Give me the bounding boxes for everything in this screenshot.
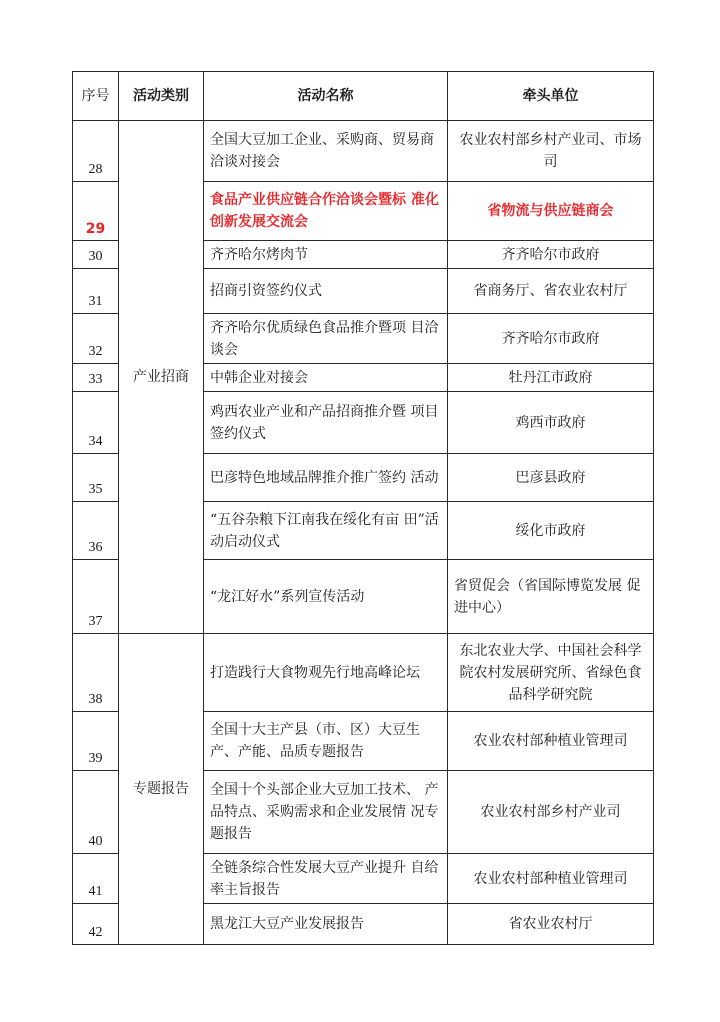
- activity-name: 齐齐哈尔烤肉节: [204, 241, 448, 269]
- row-number: 42: [73, 904, 119, 945]
- header-category: 活动类别: [119, 72, 204, 121]
- lead-org: 农业农村部乡村产业司、市场司: [448, 121, 654, 182]
- lead-org: 齐齐哈尔市政府: [448, 241, 654, 269]
- lead-org: 省物流与供应链商会: [448, 182, 654, 241]
- table-row: [73, 121, 654, 182]
- activity-name: 打造践行大食物观先行地高峰论坛: [204, 634, 448, 712]
- activity-name: 全国十大主产县（市、区）大豆生产、产能、品质专题报告: [204, 712, 448, 771]
- activity-name: “五谷杂粮下江南我在绥化有亩 田”活动启动仪式: [204, 502, 448, 560]
- activity-name: 巴彦特色地域品牌推介推广签约 活动: [204, 454, 448, 502]
- header-org: 牵头单位: [448, 72, 654, 121]
- lead-org: 农业农村部种植业管理司: [448, 712, 654, 771]
- lead-org: 省商务厅、省农业农村厅: [448, 269, 654, 314]
- lead-org: 东北农业大学、中国社会科学院农村发展研究所、省绿色食品科学研究院: [448, 634, 654, 712]
- row-number: 33: [73, 364, 119, 392]
- lead-org: 农业农村部种植业管理司: [448, 854, 654, 904]
- header-row: [73, 72, 654, 121]
- row-number: 40: [73, 771, 119, 854]
- activity-name: 鸡西农业产业和产品招商推介暨 项目签约仪式: [204, 392, 448, 454]
- row-number: 37: [73, 560, 119, 634]
- category-cell-report: 专题报告: [119, 634, 204, 945]
- header-no: 序号: [73, 72, 119, 121]
- lead-org: 农业农村部乡村产业司: [448, 771, 654, 854]
- activity-name: 全国十个头部企业大豆加工技术、 产品特点、采购需求和企业发展情 况专题报告: [204, 771, 448, 854]
- lead-org: 省农业农村厅: [448, 904, 654, 945]
- lead-org: 牡丹江市政府: [448, 364, 654, 392]
- activity-name: 招商引资签约仪式: [204, 269, 448, 314]
- row-number: 28: [73, 121, 119, 182]
- row-number: 39: [73, 712, 119, 771]
- lead-org: 巴彦县政府: [448, 454, 654, 502]
- activity-name: “龙江好水”系列宣传活动: [204, 560, 448, 634]
- activity-name: 中韩企业对接会: [204, 364, 448, 392]
- activity-name: 全链条综合性发展大豆产业提升 自给率主旨报告: [204, 854, 448, 904]
- table-row: [73, 634, 654, 712]
- row-number: 29: [73, 182, 119, 241]
- lead-org: 鸡西市政府: [448, 392, 654, 454]
- lead-org: 齐齐哈尔市政府: [448, 314, 654, 364]
- row-number: 31: [73, 269, 119, 314]
- header-name: 活动名称: [204, 72, 448, 121]
- activity-name: 食品产业供应链合作洽谈会暨标 准化创新发展交流会: [204, 182, 448, 241]
- activity-table: [72, 71, 654, 945]
- row-number: 41: [73, 854, 119, 904]
- row-number: 36: [73, 502, 119, 560]
- category-cell-industry: 产业招商: [119, 121, 204, 634]
- row-number: 35: [73, 454, 119, 502]
- lead-org: 绥化市政府: [448, 502, 654, 560]
- row-number: 38: [73, 634, 119, 712]
- activity-name: 齐齐哈尔优质绿色食品推介暨项 目洽谈会: [204, 314, 448, 364]
- row-number: 30: [73, 241, 119, 269]
- activity-name: 全国大豆加工企业、采购商、贸易商洽谈对接会: [204, 121, 448, 182]
- row-number: 32: [73, 314, 119, 364]
- row-number: 34: [73, 392, 119, 454]
- activity-name: 黑龙江大豆产业发展报告: [204, 904, 448, 945]
- lead-org: 省贸促会（省国际博览发展 促进中心）: [448, 560, 654, 634]
